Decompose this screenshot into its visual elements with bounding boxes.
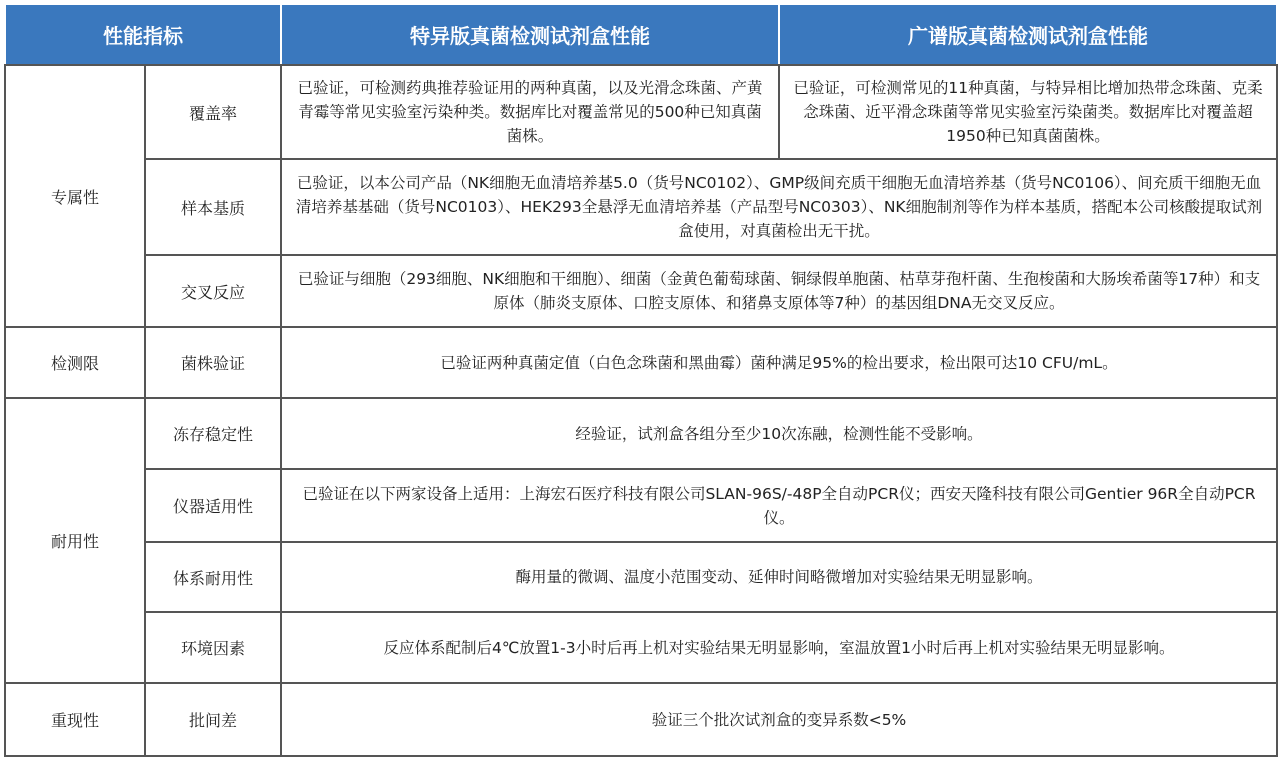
- row-matrix: [5, 159, 1277, 255]
- category-robustness: 耐用性: [5, 398, 145, 683]
- header-row: [5, 4, 1277, 65]
- category-lod: 检测限: [5, 327, 145, 398]
- coverage-specific-desc: 已验证，可检测药典推荐验证用的两种真菌，以及光滑念珠菌、产黄青霉等常见实验室污染种类。数据库比对覆盖常见的500种已知真菌菌株。: [281, 65, 779, 159]
- system-robustness-desc: 酶用量的微调、温度小范围变动、延伸时间略微增加对实验结果无明显影响。: [281, 542, 1277, 612]
- item-strain-validation: 菌株验证: [145, 327, 281, 398]
- header-broad-kit: 广谱版真菌检测试剂盒性能: [779, 4, 1277, 65]
- header-specific-kit: 特异版真菌检测试剂盒性能: [281, 4, 779, 65]
- coverage-broad-desc: 已验证，可检测常见的11种真菌，与特异相比增加热带念珠菌、克柔念珠菌、近平滑念珠菌等常见实验室污染菌类。数据库比对覆盖超1950种已知真菌菌株。: [779, 65, 1277, 159]
- instrument-desc: 已验证在以下两家设备上适用：上海宏石医疗科技有限公司SLAN-96S/-48P全自动PCR仪；西安天隆科技有限公司Gentier 96R全自动PCR仪。: [281, 469, 1277, 542]
- row-environment: [5, 612, 1277, 683]
- cross-reaction-desc: 已验证与细胞（293细胞、NK细胞和干细胞）、细菌（金黄色葡萄球菌、铜绿假单胞菌、枯草芽孢杆菌、生孢梭菌和大肠埃希菌等17种）和支原体（肺炎支原体、口腔支原体、和猪鼻支原体等7种）的基因组DNA无交叉反应。: [281, 255, 1277, 327]
- lod-desc: 已验证两种真菌定值（白色念珠菌和黑曲霉）菌种满足95%的检出要求，检出限可达10 CFU/mL。: [281, 327, 1277, 398]
- freeze-stability-desc: 经验证，试剂盒各组分至少10次冻融，检测性能不受影响。: [281, 398, 1277, 469]
- item-batch-variation: 批间差: [145, 683, 281, 756]
- reproducibility-desc: 验证三个批次试剂盒的变异系数<5%: [281, 683, 1277, 756]
- row-coverage: [5, 65, 1277, 159]
- row-freeze-stability: [5, 398, 1277, 469]
- item-cross-reaction: 交叉反应: [145, 255, 281, 327]
- item-instrument: 仪器适用性: [145, 469, 281, 542]
- row-instrument: [5, 469, 1277, 542]
- performance-table: [4, 3, 1278, 757]
- item-system-robustness: 体系耐用性: [145, 542, 281, 612]
- item-freeze-stability: 冻存稳定性: [145, 398, 281, 469]
- category-specificity: 专属性: [5, 65, 145, 327]
- row-lod: [5, 327, 1277, 398]
- row-cross-reaction: [5, 255, 1277, 327]
- item-matrix: 样本基质: [145, 159, 281, 255]
- row-system-robustness: [5, 542, 1277, 612]
- header-metric: 性能指标: [5, 4, 281, 65]
- environment-desc: 反应体系配制后4℃放置1-3小时后再上机对实验结果无明显影响，室温放置1小时后再上机对实验结果无明显影响。: [281, 612, 1277, 683]
- item-environment: 环境因素: [145, 612, 281, 683]
- matrix-desc: 已验证，以本公司产品（NK细胞无血清培养基5.0（货号NC0102）、GMP级间充质干细胞无血清培养基（货号NC0106）、间充质干细胞无血清培养基基础（货号NC0103）、HEK293全悬浮无血清培养基（产品型号NC0303）、NK细胞制剂等作为样本基质，搭配本公司核酸提取试剂盒使用，对真菌检出无干扰。: [281, 159, 1277, 255]
- row-reproducibility: [5, 683, 1277, 756]
- category-reproducibility: 重现性: [5, 683, 145, 756]
- item-coverage: 覆盖率: [145, 65, 281, 159]
